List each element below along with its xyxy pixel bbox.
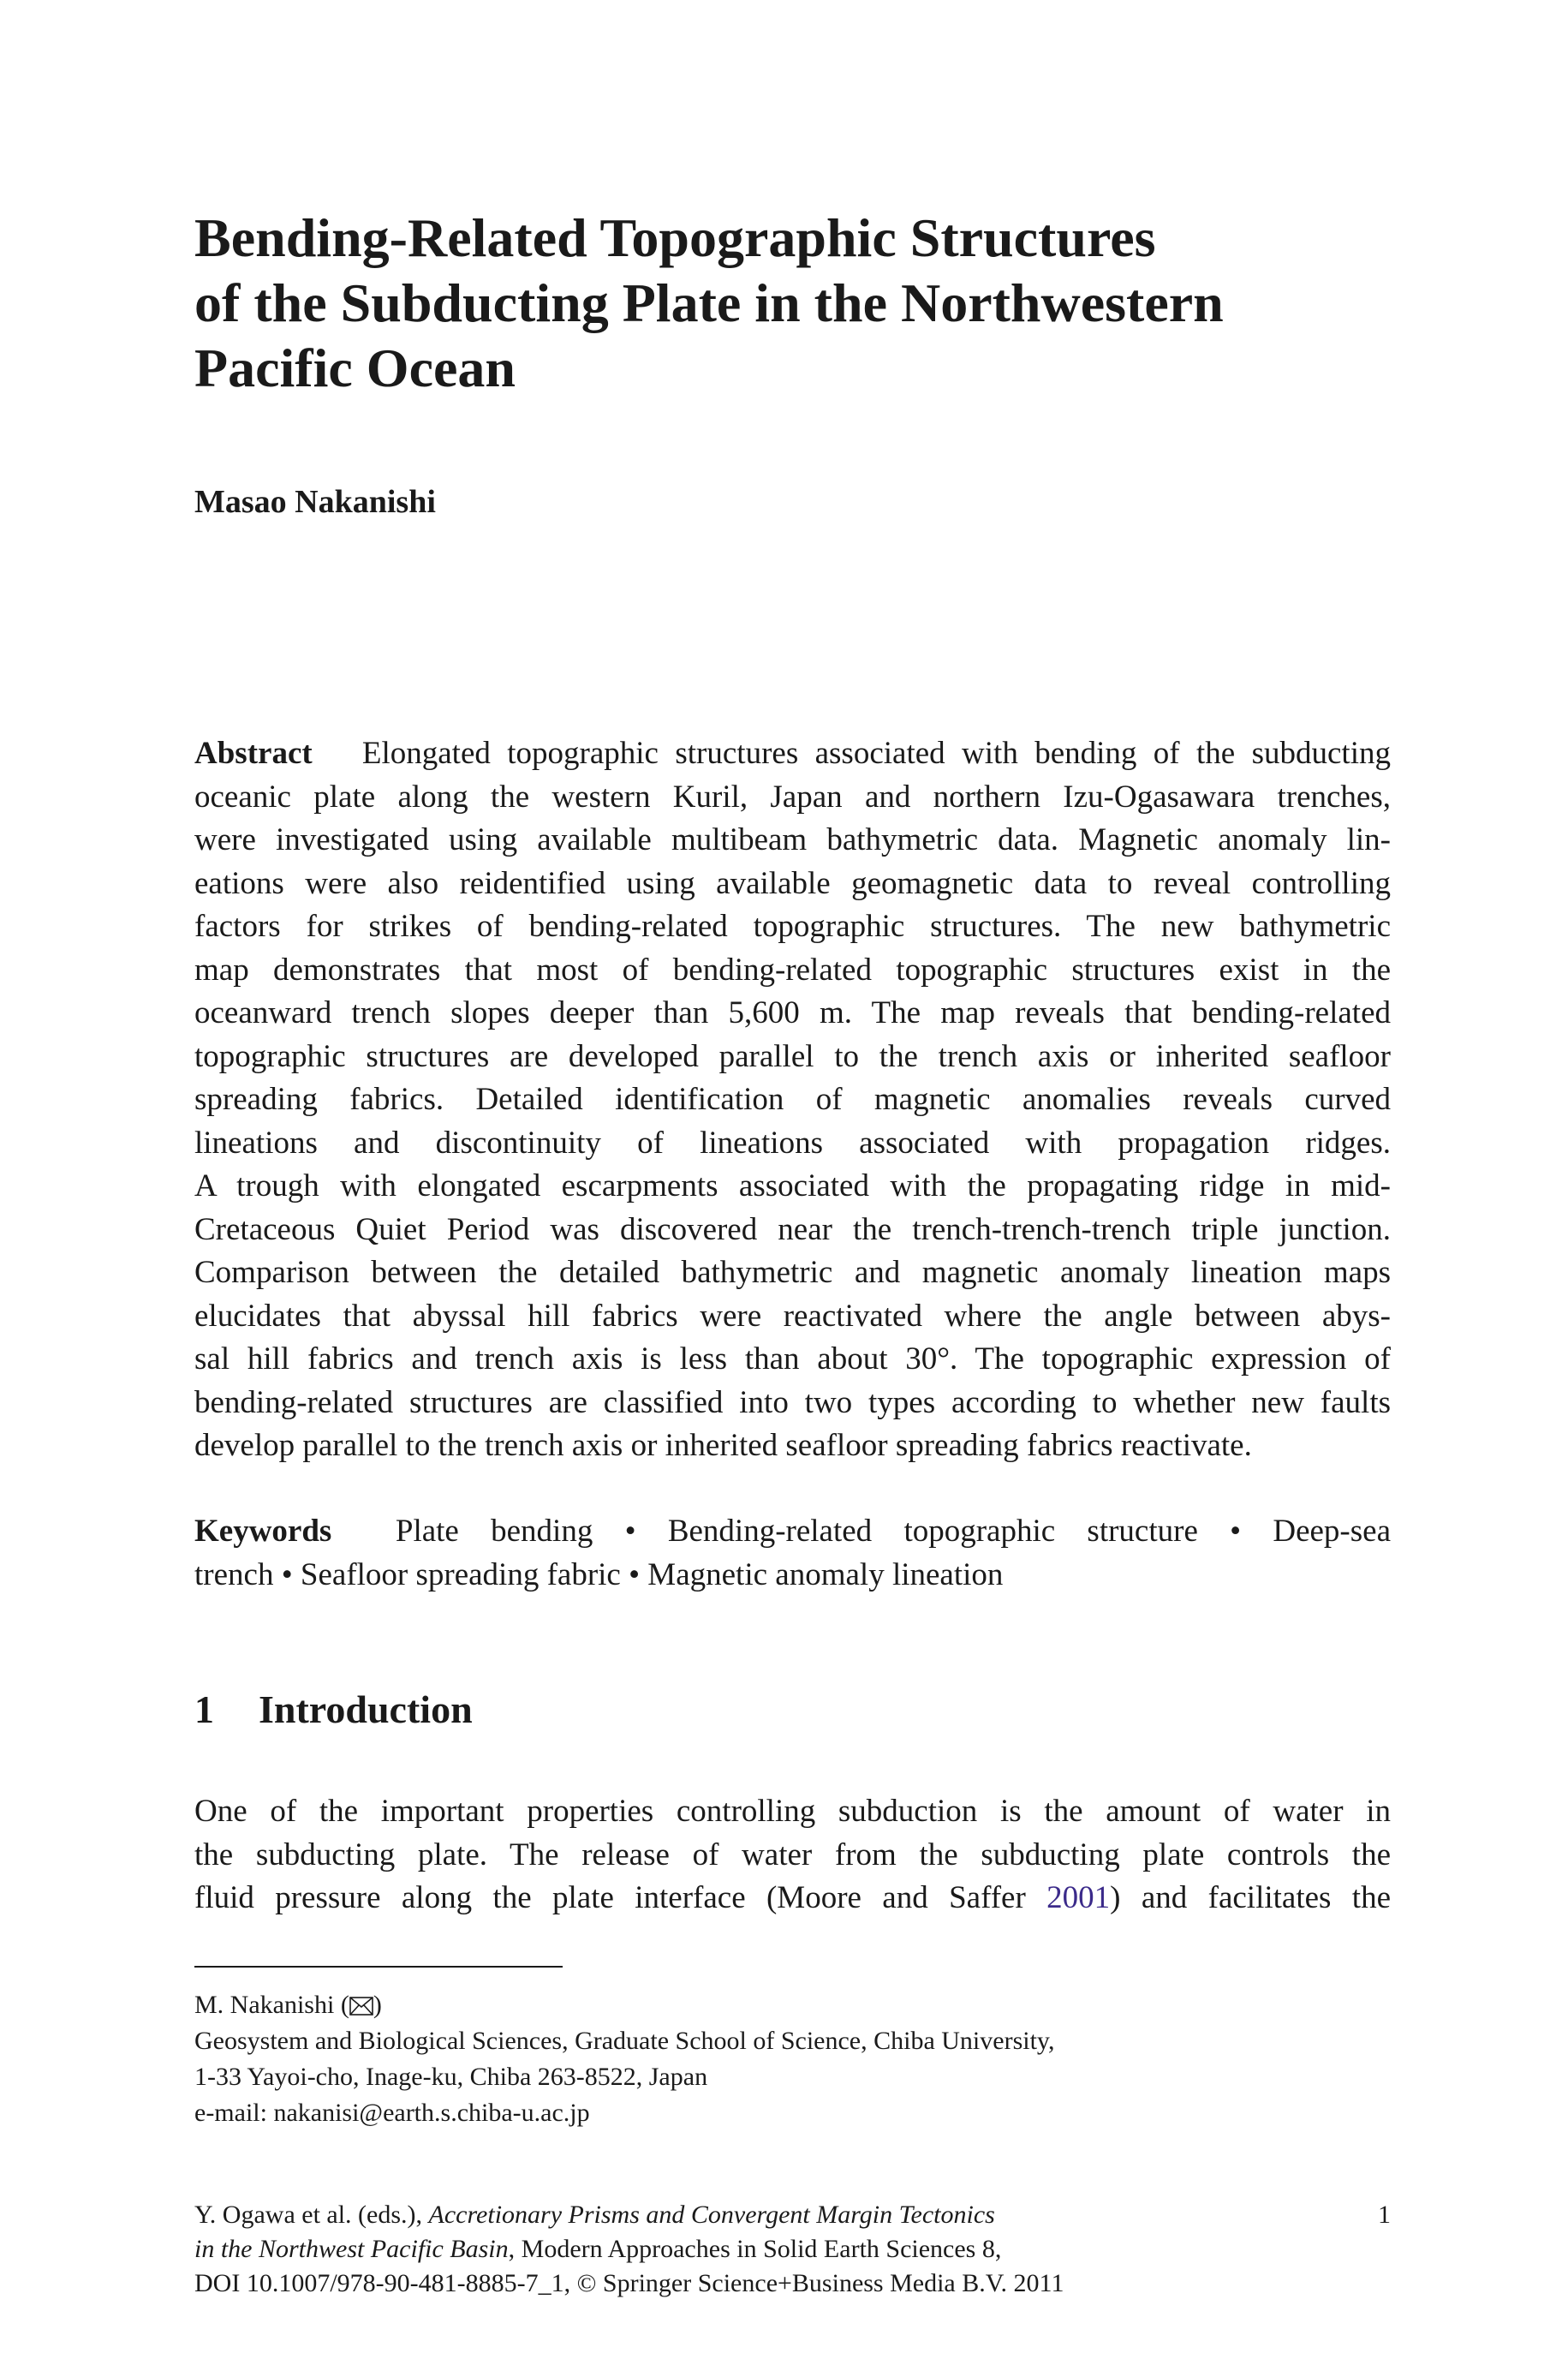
intro-text: fluid pressure along the plate interface (Moore and Saffer [194, 1880, 1047, 1915]
abstract-line: sal hill fabrics and trench axis is less than about 30°. The topographic expression of [194, 1341, 1391, 1377]
abstract-line: eations were also reidentified using available geomagnetic data to reveal controlling [194, 865, 1391, 901]
intro-line: One of the important properties controlling subduction is the amount of water in [194, 1794, 1391, 1829]
abstract [194, 732, 1391, 1468]
abstract-line: factors for strikes of bending-related topographic structures. The new bathymetric [194, 909, 1391, 944]
abstract-line: develop parallel to the trench axis or inherited seafloor spreading fabrics reactivate. [194, 1428, 1252, 1463]
keywords-line: trench • Seafloor spreading fabric • Magnetic anomaly lineation [194, 1556, 1004, 1592]
intro-text: ) and facilitates the [1110, 1880, 1391, 1915]
abstract-line: Comparison between the detailed bathymetric and magnetic anomaly lineation maps [194, 1255, 1391, 1290]
abstract-line: elucidates that abyssal hill fabrics were reactivated where the angle between abys- [194, 1298, 1391, 1334]
publication-series: , Modern Approaches in Solid Earth Sciences 8, [508, 2235, 1002, 2263]
abstract-line: oceanward trench slopes deeper than 5,600 m. The map reveals that bending-related [194, 995, 1391, 1030]
abstract-line: Cretaceous Quiet Period was discovered near the trench-trench-trench triple junction. [194, 1211, 1391, 1247]
publication-info [194, 2198, 1391, 2301]
citation-link[interactable]: 2001 [1046, 1880, 1111, 1915]
title-line: of the Subducting Plate in the Northwestern [194, 272, 1224, 333]
intro-line: the subducting plate. The release of water from the subducting plate controls the [194, 1837, 1391, 1872]
publication-line [194, 2198, 1391, 2232]
book-title: in the Northwest Pacific Basin [194, 2235, 509, 2263]
keywords-text: Plate bending • Bending-related topographic structure • Deep-sea [395, 1514, 1392, 1549]
abstract-line [194, 732, 1391, 776]
footnote-divider [194, 1966, 563, 1968]
abstract-line: A trough with elongated escarpments associated with the propagating ridge in mid- [194, 1168, 1391, 1203]
abstract-line: map demonstrates that most of bending-related topographic structures exist in the [194, 952, 1391, 988]
abstract-line: lineations and discontinuity of lineations associated with propagation ridges. [194, 1125, 1391, 1161]
keywords-line [194, 1510, 1391, 1554]
abstract-line: were investigated using available multibeam bathymetric data. Magnetic anomaly lin- [194, 822, 1391, 857]
publication-doi: DOI 10.1007/978-90-481-8885-7_1, © Springer Science+Business Media B.V. 2011 [194, 2269, 1064, 2297]
footnote-author-close: ) [373, 1991, 382, 2019]
keywords-label: Keywords [194, 1514, 332, 1549]
abstract-line: spreading fabrics. Detailed identification of magnetic anomalies reveals curved [194, 1082, 1391, 1117]
intro-line [194, 1877, 1391, 1920]
title-line: Pacific Ocean [194, 337, 516, 398]
abstract-label: Abstract [194, 736, 313, 771]
section-heading [194, 1686, 1391, 1734]
footnote-address: 1-33 Yayoi-cho, Inage-ku, Chiba 263-8522, Japan [194, 2063, 708, 2091]
footnote-author-name: M. Nakanishi ( [194, 1991, 349, 2019]
paper-title [194, 206, 1391, 401]
abstract-line: oceanic plate along the western Kuril, Japan and northern Izu-Ogasawara trenches, [194, 779, 1391, 815]
abstract-text: Elongated topographic structures associated with bending of the subducting [361, 736, 1391, 771]
footnote-email[interactable]: e-mail: nakanisi@earth.s.chiba-u.ac.jp [194, 2099, 590, 2127]
publication-line [194, 2232, 1391, 2267]
footnote-affiliation: Geosystem and Biological Sciences, Graduate School of Science, Chiba University, [194, 2027, 1055, 2055]
abstract-line: topographic structures are developed parallel to the trench axis or inherited seafloor [194, 1038, 1391, 1074]
author-footnote [194, 1987, 1391, 2131]
envelope-icon[interactable] [349, 1997, 373, 2016]
introduction-text [194, 1790, 1391, 1920]
author-name: Masao Nakanishi [194, 484, 436, 520]
publication-editors: Y. Ogawa et al. (eds.), [194, 2201, 429, 2229]
title-line: Bending-Related Topographic Structures [194, 207, 1156, 268]
section-title: Introduction [259, 1687, 473, 1731]
book-title: Accretionary Prisms and Convergent Margin Tectonics [428, 2201, 995, 2229]
footnote-author [194, 1987, 1391, 2023]
section-number: 1 [194, 1687, 214, 1731]
abstract-line: bending-related structures are classified into two types according to whether new faults [194, 1384, 1391, 1420]
keywords [194, 1510, 1391, 1597]
page-number: 1 [1378, 2201, 1391, 2229]
